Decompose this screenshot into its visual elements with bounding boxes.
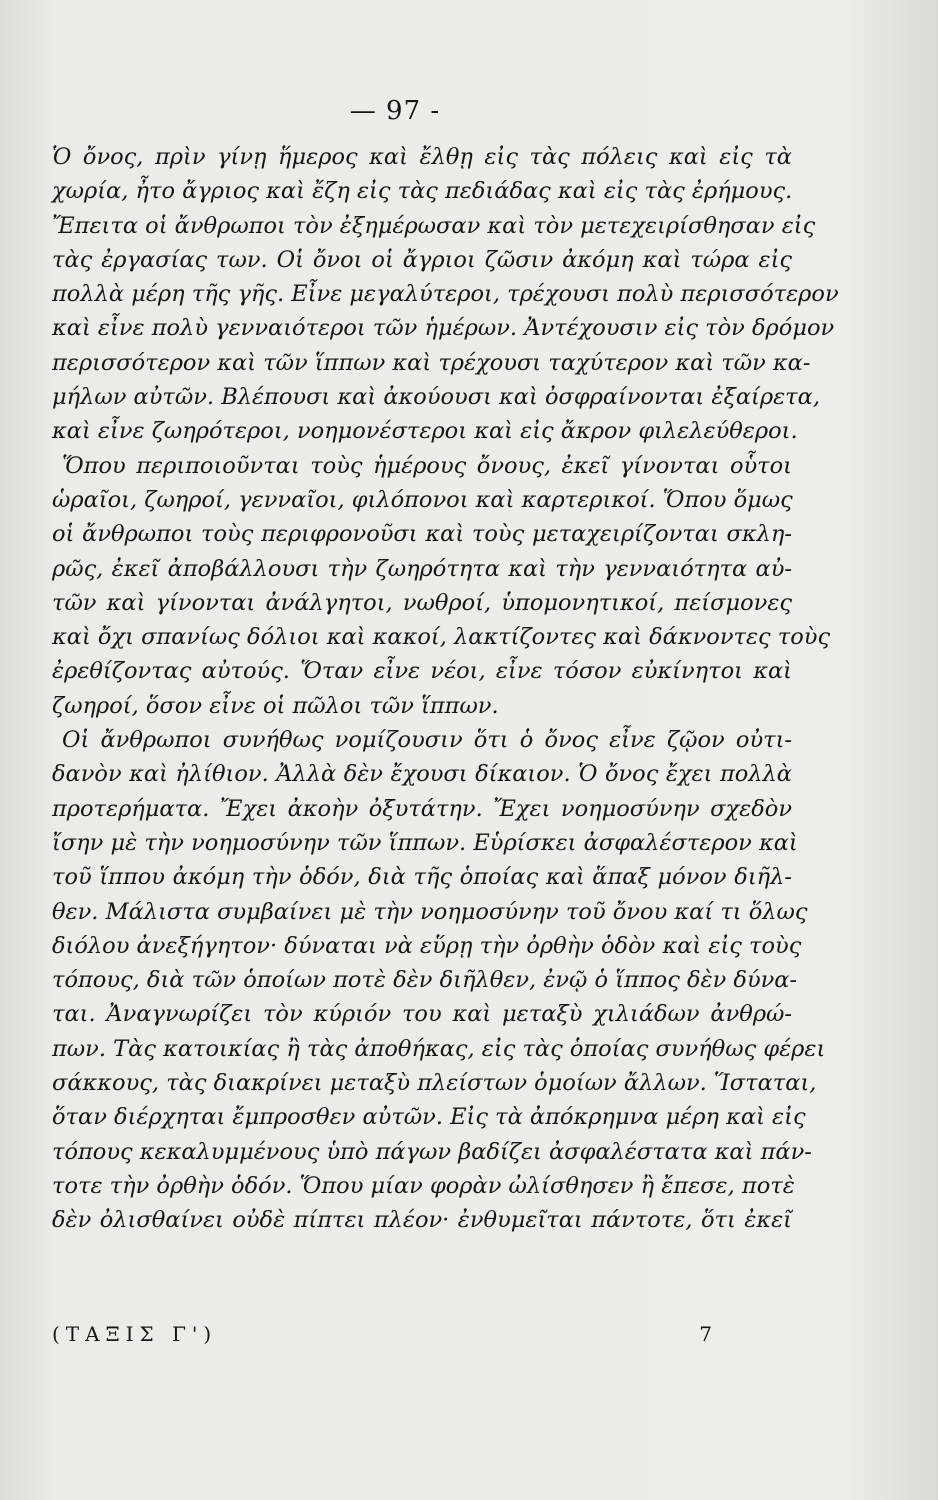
text-line: σάκκους, τὰς διακρίνει μεταξὺ πλείστων ὁμοίων ἄλλων. Ἵσταται, — [52, 1070, 817, 1097]
text-line: δανὸν καὶ ἠλίθιον. Ἀλλὰ δὲν ἔχουσι δίκαιον. Ὁ ὄνος ἔχει πολλὰ — [52, 761, 792, 788]
text-line: ρῶς, ἐκεῖ ἀποβάλλουσι τὴν ζωηρότητα καὶ τὴν γενναιότητα αὐ- — [52, 555, 792, 582]
text-line: καὶ εἶνε ζωηρότεροι, νοημονέστεροι καὶ εἰς ἄκρον φιλελεύθεροι. — [52, 418, 798, 445]
text-line: διόλου ἀνεξήγητον· δύναται νὰ εὕρῃ τὴν ὀρθὴν ὁδὸν καὶ εἰς τοὺς — [52, 932, 802, 959]
text-line: δὲν ὀλισθαίνει οὐδὲ πίπτει πλέον· ἐνθυμεῖται πάντοτε, ὅτι ἐκεῖ — [52, 1207, 792, 1234]
text-line: ἐρεθίζοντας αὐτούς. Ὅταν εἶνε νέοι, εἶνε τόσον εὐκίνητοι καὶ — [52, 658, 792, 685]
text-line: ὅταν διέρχηται ἔμπροσθεν αὐτῶν. Εἰς τὰ ἀπόκρημνα μέρη καὶ εἰς — [52, 1104, 806, 1131]
text-line: προτερήματα. Ἔχει ἀκοὴν ὀξυτάτην. Ἔχει νοημοσύνην σχεδὸν — [52, 795, 792, 822]
text-line: τόπους κεκαλυμμένους ὑπὸ πάγων βαδίζει ἀσφαλέστατα καὶ πάν- — [52, 1138, 812, 1165]
text-line: ἴσην μὲ τὴν νοημοσύνην τῶν ἵππων. Εὑρίσκει ἀσφαλέστερον καὶ — [52, 829, 798, 856]
text-line: μήλων αὐτῶν. Βλέπουσι καὶ ἀκούουσι καὶ ὀσφραίνονται ἐξαίρετα, — [52, 384, 820, 411]
text-line: Ὅπου περιποιοῦνται τοὺς ἡμέρους ὄνους, ἐκεῖ γίνονται οὗτοι — [62, 452, 792, 479]
text-line: Ἔπειτα οἱ ἄνθρωποι τὸν ἐξημέρωσαν καὶ τὸν μετεχειρίσθησαν εἰς — [52, 212, 816, 239]
page-footer — [52, 1322, 712, 1346]
text-line: ὡραῖοι, ζωηροί, γενναῖοι, φιλόπονοι καὶ καρτερικοί. Ὅπου ὅμως — [52, 486, 793, 513]
text-line: Οἱ ἄνθρωποι συνήθως νομίζουσιν ὅτι ὁ ὄνος εἶνε ζῷον οὐτι- — [62, 727, 792, 754]
text-line: τόπους, διὰ τῶν ὁποίων ποτὲ δὲν διῆλθεν, ἐνῷ ὁ ἵππος δὲν δύνα- — [52, 967, 798, 994]
text-line: τοτε τὴν ὀρθὴν ὁδόν. Ὅπου μίαν φορὰν ὠλίσθησεν ἢ ἔπεσε, ποτὲ — [52, 1172, 795, 1199]
text-line: τὰς ἐργασίας των. Οἱ ὄνοι οἱ ἄγριοι ζῶσιν ἀκόμη καὶ τώρα εἰς — [52, 246, 792, 273]
page-number: — 97 - — [349, 96, 441, 126]
text-line: θεν. Μάλιστα συμβαίνει μὲ τὴν νοημοσύνην τοῦ ὄνου καί τι ὅλως — [52, 898, 808, 925]
signature-number: 7 — [699, 1322, 712, 1346]
text-line: ται. Ἀναγνωρίζει τὸν κύριόν του καὶ μεταξὺ χιλιάδων ἀνθρώ- — [52, 1001, 792, 1028]
text-line: ζωηροί, ὅσον εἶνε οἱ πῶλοι τῶν ἵππων. — [52, 692, 499, 719]
text-line: οἱ ἄνθρωποι τοὺς περιφρονοῦσι καὶ τοὺς μεταχειρίζονται σκλη- — [52, 521, 792, 548]
signature-label: (ΤΑΞΙΣ Γ') — [52, 1322, 218, 1346]
text-line: Ὁ ὄνος, πρὶν γίνῃ ἥμερος καὶ ἔλθῃ εἰς τὰς πόλεις καὶ εἰς τὰ — [52, 144, 792, 170]
text-line: καὶ ὄχι σπανίως δόλιοι καὶ κακοί, λακτίζοντες καὶ δάκνοντες τοὺς — [52, 624, 831, 651]
text-line: χωρία, ἦτο ἄγριος καὶ ἔζη εἰς τὰς πεδιάδας καὶ εἰς τὰς ἐρήμους. — [52, 178, 793, 205]
body-text — [52, 140, 839, 1238]
text-line: πων. Τὰς κατοικίας ἢ τὰς ἀποθήκας, εἰς τὰς ὁποίας συνήθως φέρει — [52, 1035, 826, 1062]
text-line: τοῦ ἵππου ἀκόμη τὴν ὁδόν, διὰ τῆς ὁποίας καὶ ἅπαξ μόνον διῆλ- — [52, 864, 792, 891]
text-line: καὶ εἶνε πολὺ γενναιότεροι τῶν ἡμέρων. Ἀντέχουσιν εἰς τὸν δρόμον — [52, 315, 835, 342]
text-line: περισσότερον καὶ τῶν ἵππων καὶ τρέχουσι ταχύτερον καὶ τῶν κα- — [52, 349, 811, 376]
text-line: τῶν καὶ γίνονται ἀνάλγητοι, νωθροί, ὑπομονητικοί, πείσμονες — [52, 589, 792, 616]
text-line: πολλὰ μέρη τῆς γῆς. Εἶνε μεγαλύτεροι, τρέχουσι πολὺ περισσότερον — [52, 281, 839, 308]
